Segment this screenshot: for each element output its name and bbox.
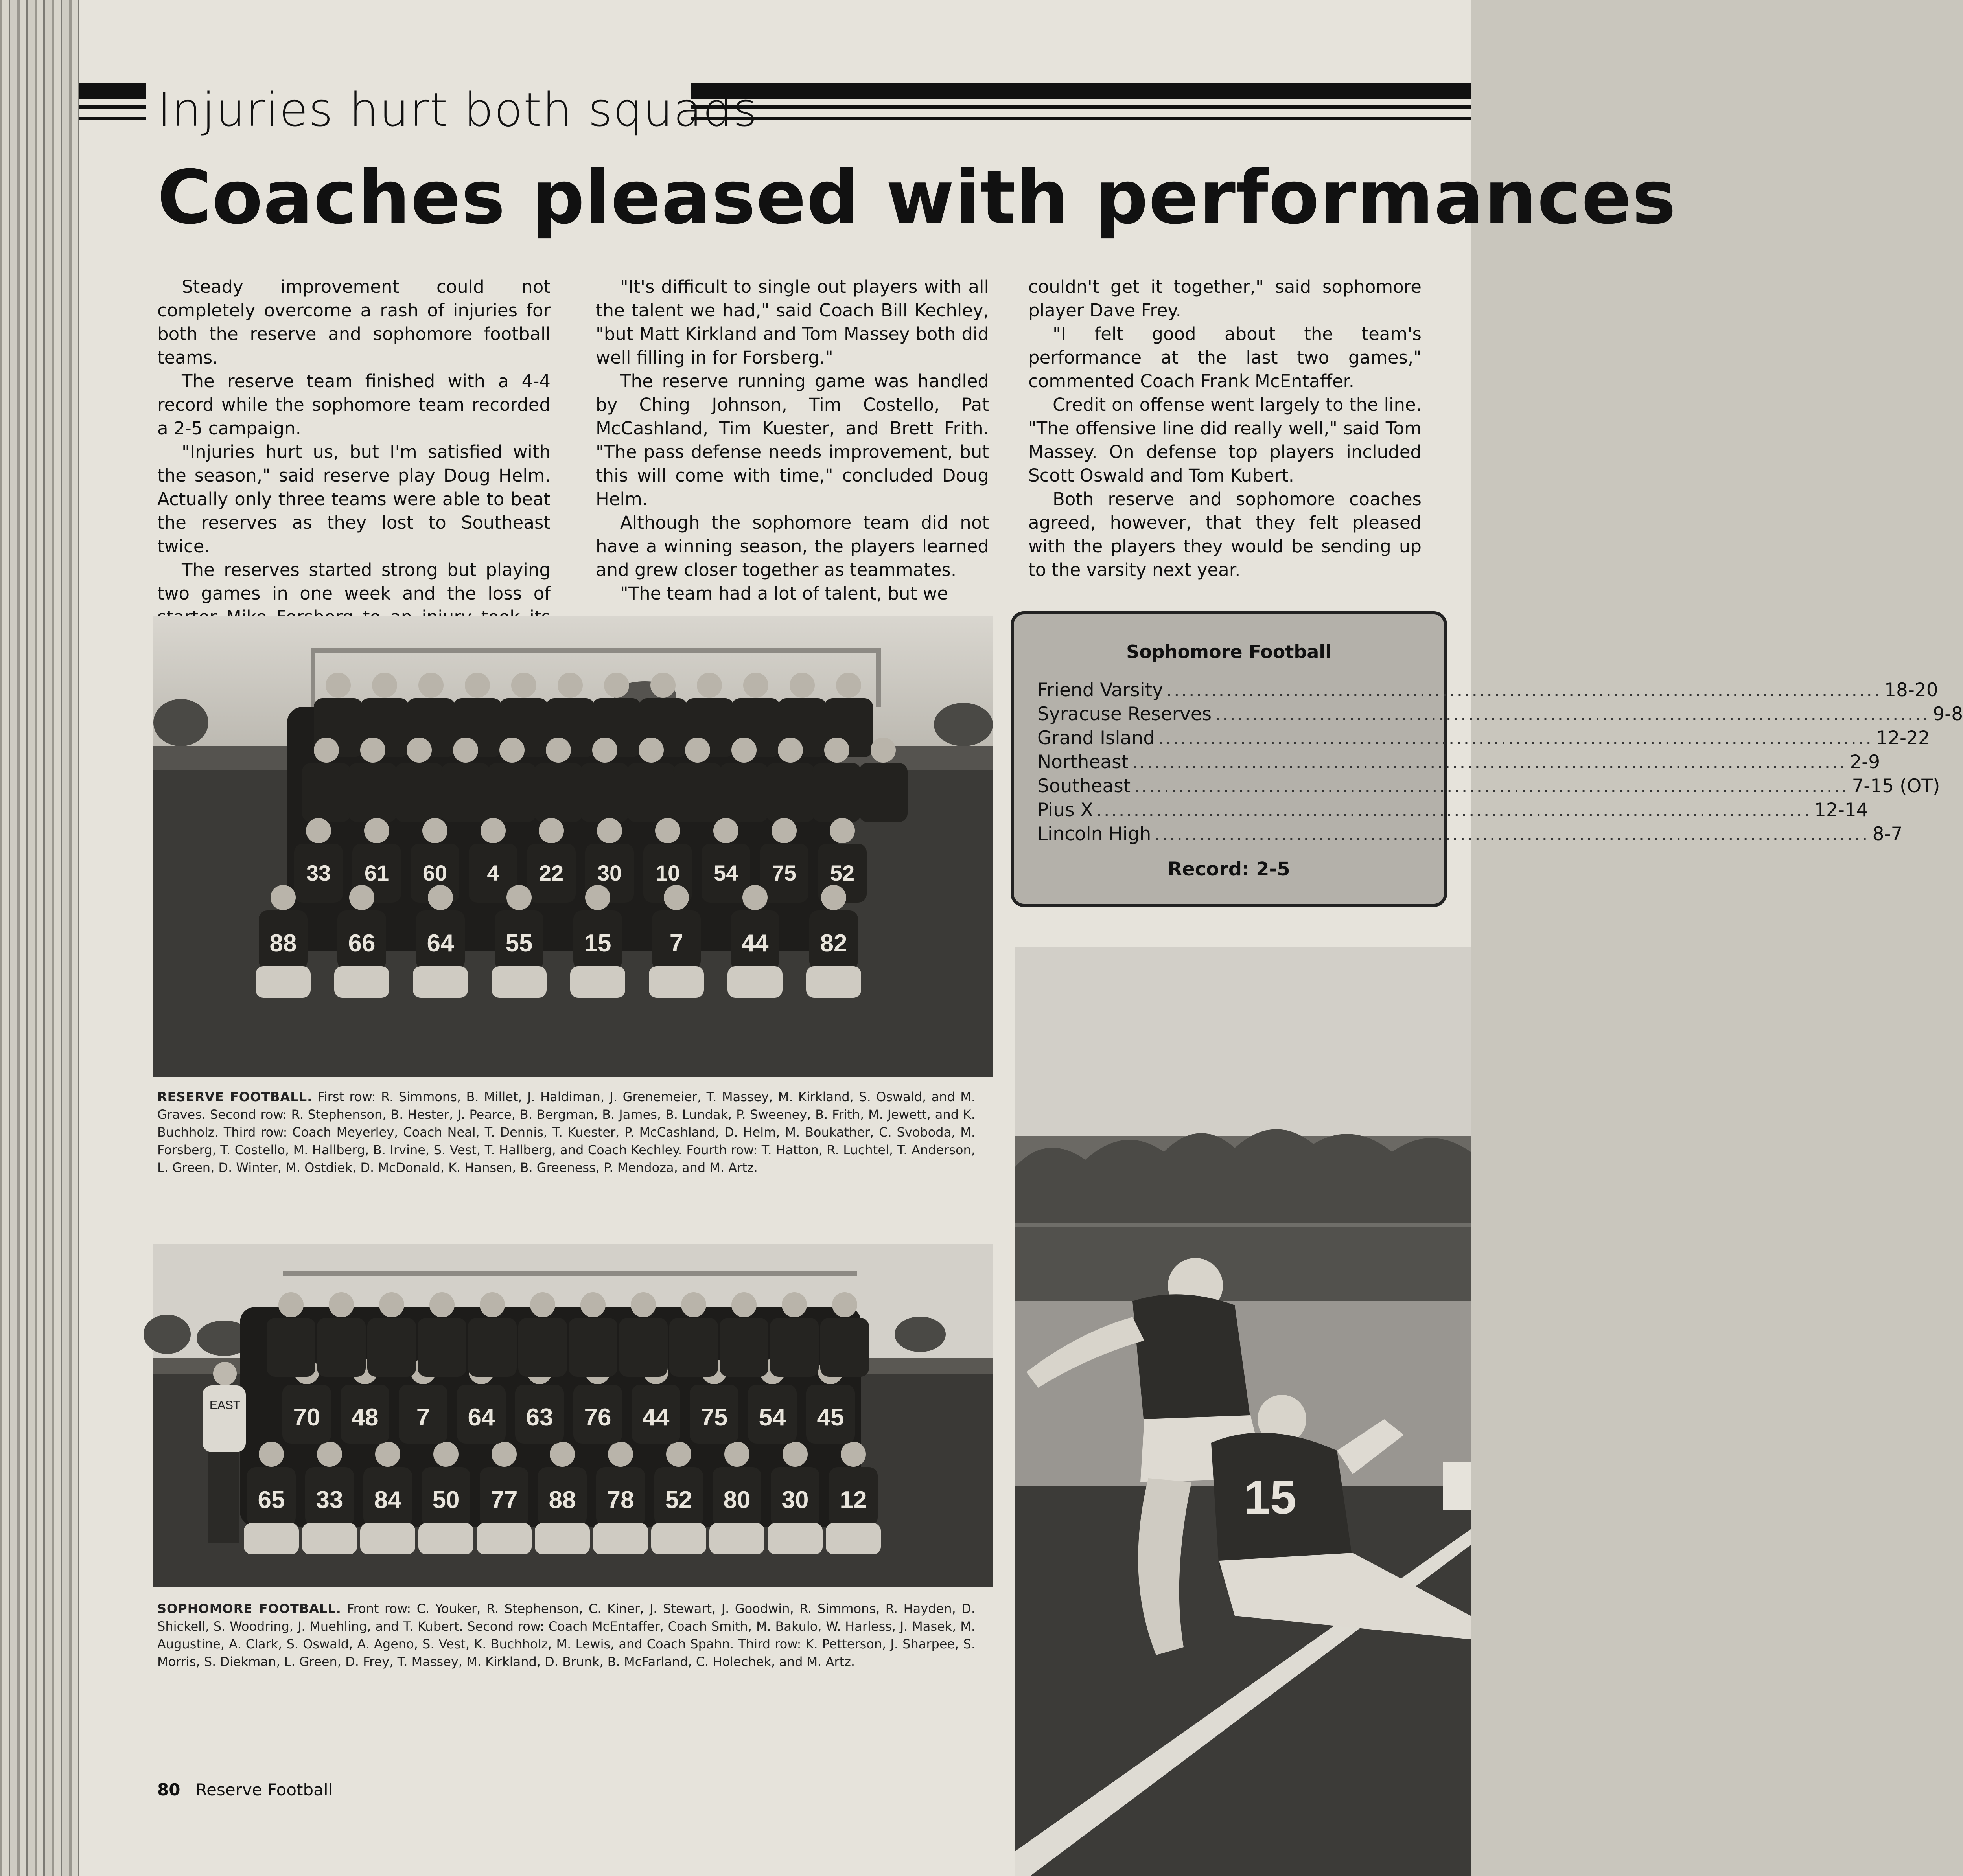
jersey-number: 7 [416, 1404, 430, 1431]
article-column-1 [157, 275, 551, 653]
header-rule-left-thick [79, 83, 146, 99]
jersey-number: 75 [700, 1404, 728, 1431]
sophomore-photo-caption [157, 1600, 975, 1671]
jersey-number: 75 [772, 861, 797, 885]
jersey-number: 60 [422, 861, 447, 885]
article-column-2 [596, 275, 989, 605]
caption-text: Front row: C. Youker, R. Stephenson, C. Kiner, J. Stewart, J. Goodwin, R. Simmons, R. Hayden, D. Shickell, S. Woodring, J. Muehling, and T. Kubert. Second row: Coach McEntaffer, Coach Smith, M. Bakulo, W. Harless, J. Masek, M. Augustine, A. Clark, S. Oswald, A. Ageno, S. Vest, K. Buchholz, M. Lewis, and Coach Spahn. Third row: K. Petterson, J. Sharpee, S. Morris, S. Diekman, L. Green, D. Frey, T. Massey, M. Kirkland, D. Brunk, B. McFarland, C. Holechek, and M. Artz. [157, 1601, 976, 1669]
jersey-number: 33 [316, 1486, 343, 1514]
paragraph: Credit on offense went largely to the line. "The offensive line did really well," said Tom Massey. On defense top players included Scott Oswald and Tom Kubert. [1028, 394, 1422, 486]
season-record: Record: 2-5 [1167, 858, 1290, 880]
jersey-number: 52 [665, 1486, 692, 1514]
paragraph: The reserves started strong but playing two games in one week and the loss of [157, 559, 551, 604]
jersey-number: 48 [351, 1404, 379, 1431]
jersey-number: 15 [584, 930, 611, 957]
action-photo-kicker [1015, 947, 1471, 1876]
kicker-headline: Injuries hurt both squads [157, 83, 758, 137]
score-row [1037, 679, 1938, 703]
score-row [1037, 799, 1868, 823]
jersey-number: 54 [713, 861, 738, 885]
score-row [1037, 751, 1880, 775]
jersey-number: 10 [655, 861, 680, 885]
paragraph: Steady improvement could not completely overcome a rash of injuries for both the reserve and sophomore football teams. [157, 276, 551, 368]
jersey-number: 44 [741, 930, 769, 957]
jersey-number: 61 [364, 861, 389, 885]
game-score: 12-14 [1814, 799, 1868, 821]
game-score: 2-9 [1850, 751, 1880, 773]
jersey-number: 30 [781, 1486, 809, 1514]
paragraph: "Injuries hurt us, but I'm satisfied with the season," said reserve play Doug Helm. Actually only three teams were able to beat the reserves as they lost to Southeast twice. [157, 441, 551, 557]
game-score: 8-7 [1872, 823, 1903, 845]
score-row [1037, 703, 1963, 727]
game-score: 9-8 [1933, 703, 1963, 725]
jersey-number: 54 [759, 1404, 786, 1431]
opponent-name: Lincoln High [1037, 823, 1151, 845]
game-score: 7-15 (OT) [1852, 775, 1940, 797]
opponent-name: Syracuse Reserves [1037, 703, 1212, 725]
east-shirt-text: EAST [209, 1399, 241, 1412]
leader-dots [1158, 727, 1873, 749]
jersey-number: 70 [293, 1404, 320, 1431]
jersey-number: 66 [348, 930, 376, 957]
jersey-number: 45 [817, 1404, 844, 1431]
opponent-name: Grand Island [1037, 727, 1155, 749]
reserve-team-photo [153, 616, 993, 1077]
score-row [1037, 727, 1930, 751]
jersey-number: 88 [269, 930, 297, 957]
leader-dots [1215, 703, 1930, 725]
leader-dots [1154, 823, 1869, 845]
paragraph: couldn't get it together," said sophomore player Dave Frey. [1028, 276, 1422, 321]
jersey-number: 63 [526, 1404, 553, 1431]
paragraph: "It's difficult to single out players with all the talent we had," said Coach Bill Kechley, "but Matt Kirkland and Tom Massey both did well filling in for Forsberg." [596, 276, 989, 368]
paragraph: "The team had a lot of talent, but we [620, 583, 948, 604]
page-footer [157, 1780, 333, 1799]
jersey-number: 33 [306, 861, 331, 885]
jersey-number: 52 [830, 861, 855, 885]
reserve-photo-caption [157, 1088, 975, 1177]
jersey-number: 44 [642, 1404, 670, 1431]
header-rule-right-thin [691, 105, 1471, 109]
header-rule-left-thin [79, 105, 146, 109]
jersey-number: 50 [432, 1486, 460, 1514]
opponent-name: Friend Varsity [1037, 679, 1163, 701]
paragraph: The reserve team finished with a 4-4 record while the sophomore team recorded a 2-5 campaign. [157, 371, 551, 439]
main-headline: Coaches pleased with performances [157, 154, 1677, 241]
jersey-number: 77 [490, 1486, 518, 1514]
caption-text: First row: R. Simmons, B. Millet, J. Haldiman, J. Grenemeier, T. Massey, M. Kirkland, S. Oswald, and M. Graves. Second row: R. Stephenson, B. Hester, J. Pearce, B. Bergman, B. James, B. Lundak, P. Sweeney, B. Frith, M. Jewett, and K. Buchholz. Third row: Coach Meyerley, Coach Neal, T. Dennis, T. Kuester, P. McCashland, D. Helm, M. Boukather, C. Svoboda, M. Forsberg, T. Costello, M. Hallberg, B. Irvine, S. Vest, T. Hallberg, and Coach Kechley. Fourth row: T. Hatton, R. Luchtel, T. Anderson, L. Green, D. Winter, M. Ostdiek, D. McDonald, K. Hansen, B. Greeness, P. Mendoza, and M. Artz. [157, 1089, 976, 1175]
jersey-number: 65 [258, 1486, 285, 1514]
jersey-number: 64 [427, 930, 454, 957]
jersey-number: 88 [549, 1486, 576, 1514]
page-number: 80 [157, 1780, 180, 1799]
header-rule-right-thin-2 [691, 117, 1471, 120]
score-row [1037, 823, 1903, 847]
opponent-name: Northeast [1037, 751, 1129, 773]
jersey-number: 84 [374, 1486, 401, 1514]
game-score: 18-20 [1884, 679, 1938, 701]
header-rule-left-thin-2 [79, 117, 146, 120]
caption-label: RESERVE FOOTBALL. [157, 1089, 313, 1104]
caption-label: SOPHOMORE FOOTBALL. [157, 1601, 341, 1616]
holder-jersey-number: 15 [1244, 1471, 1296, 1524]
leader-dots [1096, 799, 1811, 821]
leader-dots [1132, 751, 1847, 773]
jersey-number: 4 [487, 861, 499, 885]
book-edge [0, 0, 79, 1876]
jersey-number: 82 [820, 930, 847, 957]
header-rule-right-thick [691, 83, 1471, 99]
scores-title: Sophomore Football [1126, 641, 1331, 662]
score-row [1037, 775, 1940, 799]
jersey-number: 55 [505, 930, 533, 957]
jersey-number: 76 [584, 1404, 611, 1431]
leader-dots [1166, 679, 1881, 701]
jersey-number: 7 [669, 930, 683, 957]
jersey-number: 22 [539, 861, 564, 885]
jersey-number: 30 [597, 861, 622, 885]
jersey-number: 80 [723, 1486, 751, 1514]
sophomore-team-photo [153, 1244, 993, 1587]
jersey-number: 78 [607, 1486, 634, 1514]
paragraph: "I felt good about the team's performance at the last two games," commented Coach Frank McEntaffer. [1028, 324, 1422, 392]
article-column-3 [1028, 275, 1422, 582]
jersey-number: 64 [468, 1404, 495, 1431]
game-score: 12-22 [1876, 727, 1930, 749]
opponent-name: Southeast [1037, 775, 1131, 797]
paragraph: Although the sophomore team did not have a winning season, the players learned and grew closer together as teammates. [596, 512, 989, 580]
paragraph: The reserve running game was handled by Ching Johnson, Tim Costello, Pat McCashland, Tim Kuester, and Brett Frith. "The pass defense needs improvement, but this will come with time," concluded Doug Helm. [596, 371, 989, 509]
paragraph: Both reserve and sophomore coaches agreed, however, that they felt pleased with the players they would be sending up to the varsity next year. [1028, 489, 1422, 580]
leader-dots [1134, 775, 1849, 797]
section-name: Reserve Football [195, 1780, 333, 1799]
sophomore-scores-box [1011, 611, 1963, 907]
jersey-number: 12 [840, 1486, 867, 1514]
opponent-name: Pius X [1037, 799, 1093, 821]
